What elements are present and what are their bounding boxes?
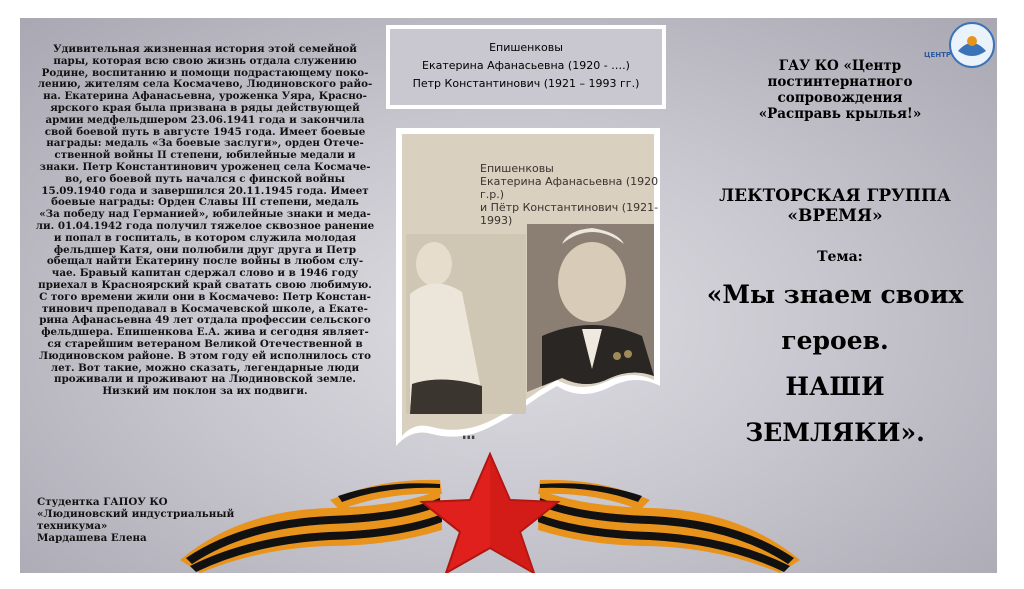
- caption-box: [386, 25, 666, 109]
- organization-name: ГАУ КО «Центр постинтернатного сопровождения «Расправь крылья!»: [758, 58, 922, 122]
- center-logo-icon: [920, 21, 998, 69]
- photo-page-mark: ∎∎∎: [462, 433, 476, 441]
- st-george-ribbon-with-star: [180, 450, 800, 573]
- story-text: Удивительная жизненная история этой семейной пары, которая всю свою жизнь отдала служению Родине, воспитанию и помощи подрастающему поко- лению, жителям села Космачево, Людиновского райо- на. Екатерина Афанасьевна, уроженка Уяра, Красно- ярского края была призвана в ряды действующей армии медфельдшером 23.06.1941 года и закончила свой боевой путь в августе 1945 года. Имеет боевые награды: медаль «За боевые заслуги», орден Отече- ственной войны II степени, юбилейные медали и знаки. Петр Константинович уроженец села Космаче- во, его боевой путь начался с финской войны 15.09.1940 года и завершился 20.11.1945 года. Имеет боевые награды: Орден Славы III степени, медаль «За победу над Германией», юбилейные знаки и меда- ли. 01.04.1942 года получил тяжелое сквозное ранение и попал в госпиталь, в котором служила молодая фельдшер Катя, они полюбили друг друга и Петр обещал найти Екатерину после войны в любом слу- чае. Бравый капитан сдержал слово и в 1946 году приехал в Красноярский край сватать свою любимую. С того времени жили они в Космачево: Петр Констан- тинович преподавал в Космачевской школе, а Екате- рина Афанасьевна 49 лет отдала профессии сельского фельдшера. Епишенкова Е.А. жива и сегодня являет- ся старейшим ветераном Великой Отечественной в Людиновском районе. В этом году ей исполнилось сто лет. Вот такие, можно сказать, легендарные люди проживали и проживают на Людиновской земле. Низкий им поклон за их подвиги.: [35, 43, 375, 398]
- logo-text: ЦЕНТР: [924, 51, 952, 59]
- caption-husband: Петр Константинович (1921 – 1993 гг.): [412, 77, 640, 90]
- signature-line: «Людиновский индустриальный: [37, 508, 235, 520]
- topic-title: «Мы знаем своих героев. НАШИ ЗЕМЛЯКИ».: [706, 280, 964, 447]
- signature-line: техникума»: [37, 520, 108, 532]
- signature-line: Мардашева Елена: [37, 532, 147, 544]
- photo-title: Епишенковы Екатерина Афанасьевна (1920 г.р.) и Пётр Константинович (1921-1993): [480, 162, 659, 227]
- caption-wife: Екатерина Афанасьевна (1920 - ….): [422, 59, 630, 72]
- topic-label: Тема:: [817, 249, 863, 265]
- caption-family-name: Епишенковы: [489, 41, 563, 54]
- lecture-group-title: ЛЕКТОРСКАЯ ГРУППА «ВРЕМЯ»: [719, 186, 951, 226]
- signature-line: Студентка ГАПОУ КО: [37, 496, 168, 508]
